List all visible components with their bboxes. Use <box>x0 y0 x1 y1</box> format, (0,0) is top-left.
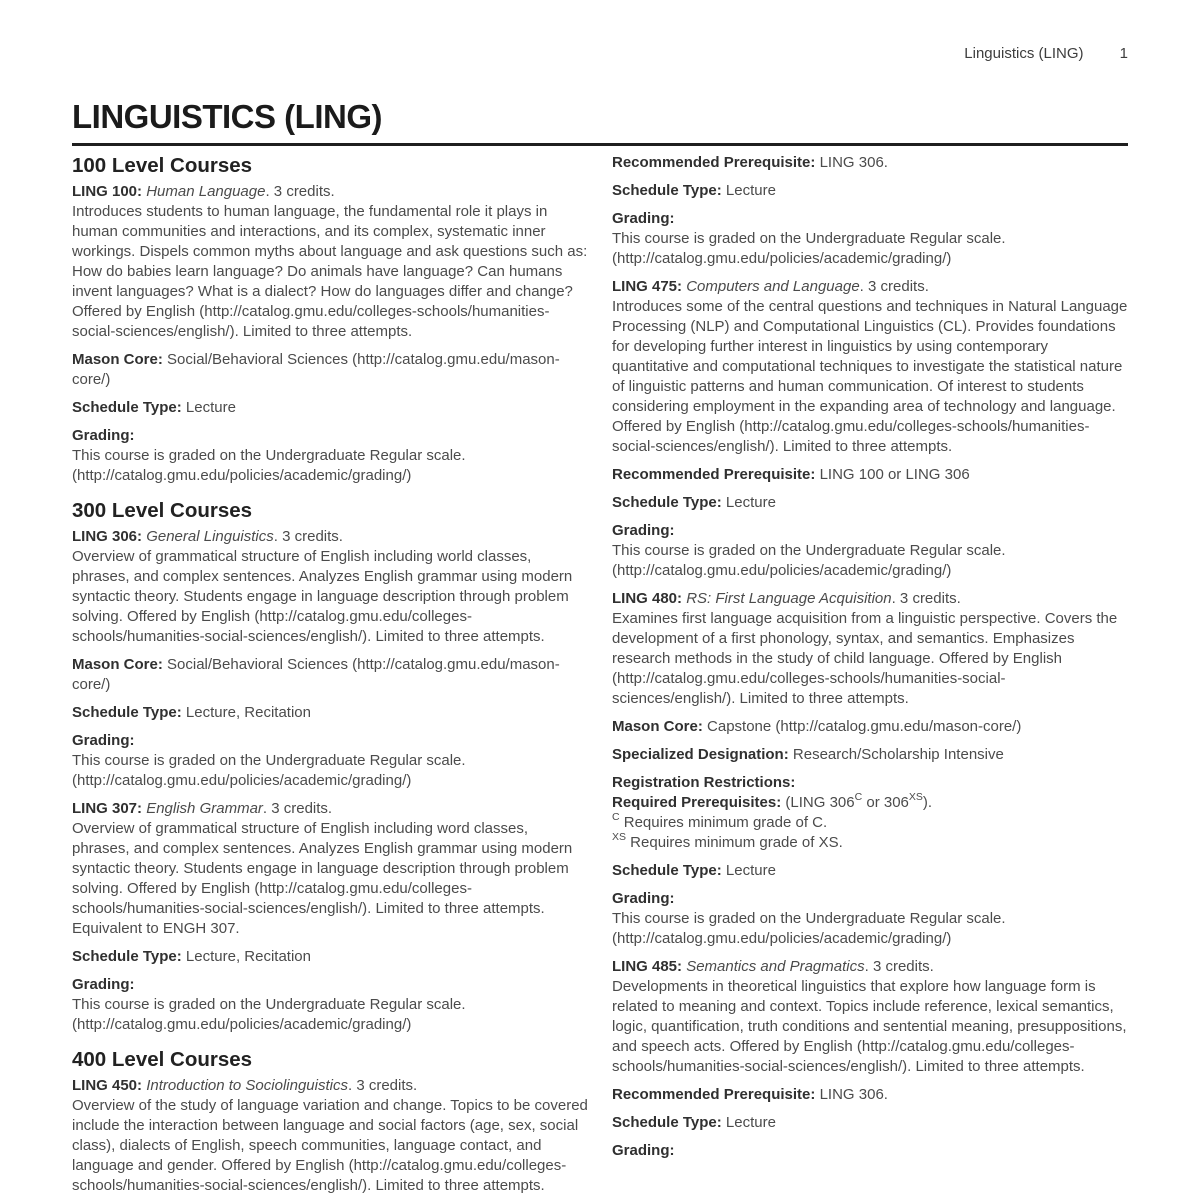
schedule-type-label: Schedule Type: <box>612 1114 722 1131</box>
running-header <box>964 44 1128 64</box>
mason-core-label: Mason Core: <box>612 718 703 735</box>
recommended-prerequisite-row <box>612 465 1128 485</box>
grading-text: This course is graded on the Undergraduate Regular scale. (http://catalog.gmu.edu/policies/academic/grading/) <box>72 447 466 484</box>
recommended-prerequisite-label: Recommended Prerequisite: <box>612 1086 816 1103</box>
course-ling306-head <box>72 527 588 547</box>
registration-restrictions-block <box>612 773 1128 853</box>
schedule-type-label: Schedule Type: <box>72 948 182 965</box>
schedule-type-row <box>72 947 588 967</box>
course-title: RS: First Language Acquisition <box>686 590 892 607</box>
course-ling307-head <box>72 799 588 819</box>
grading-label: Grading: <box>612 210 675 227</box>
grading-text: This course is graded on the Undergraduate Regular scale. (http://catalog.gmu.edu/policies/academic/grading/) <box>612 542 1006 579</box>
course-ling485-description: Developments in theoretical linguistics that explore how language form is related to meaning and context. Topics include reference, lexical semantics, logic, quantification, truth conditions and sentential meaning, presuppositions, and speech acts. Offered by English (http://catalog.gmu.edu/colleges-schools/humanities-social-sciences/english/). Limited to three attempts. <box>612 978 1127 1075</box>
mason-core-row <box>72 350 588 390</box>
course-ling100-head <box>72 182 588 202</box>
course-code: LING 100: <box>72 183 143 200</box>
course-credits: . 3 credits. <box>265 183 335 200</box>
course-ling485-head <box>612 957 1128 977</box>
schedule-type-row <box>72 398 588 418</box>
course-code: LING 475: <box>612 278 683 295</box>
course-code: LING 306: <box>72 528 143 545</box>
schedule-type-value: Lecture <box>725 862 776 879</box>
schedule-type-row <box>72 703 588 723</box>
course-ling475-head <box>612 277 1128 297</box>
required-prerequisites-suffix: ). <box>922 794 933 811</box>
section-heading-100-level: 100 Level Courses <box>72 154 253 177</box>
section-heading-400-level: 400 Level Courses <box>72 1048 253 1071</box>
course-code: LING 307: <box>72 800 143 817</box>
recommended-prerequisite-label: Recommended Prerequisite: <box>612 466 816 483</box>
course-credits: . 3 credits. <box>864 958 934 975</box>
schedule-type-value: Lecture <box>725 494 776 511</box>
course-code: LING 450: <box>72 1077 143 1094</box>
course-ling450-description: Overview of the study of language variation and change. Topics to be covered include the interaction between language and social factors (age, sex, social class), dialects of English, speech communities, language contact, and language and gender. Offered by English (http://catalog.gmu.edu/colleges-schools/humanities-social-sciences/english/). Limited to three attempts. <box>72 1097 588 1194</box>
specialized-designation-row <box>612 745 1128 765</box>
course-ling307-description: Overview of grammatical structure of English including word classes, phrases, and complex sentences. Analyzes English grammar using modern syntactic theory. Students engage in language description through problem solving. Offered by English (http://catalog.gmu.edu/colleges-schools/humanities-social-sciences/english/). Limited to three attempts. Equivalent to ENGH 307. <box>72 820 573 937</box>
registration-restrictions-label: Registration Restrictions: <box>612 774 796 791</box>
course-credits: . 3 credits. <box>347 1077 418 1094</box>
schedule-type-value: Lecture <box>725 182 776 199</box>
schedule-type-value: Lecture, Recitation <box>185 948 311 965</box>
specialized-designation-value: Research/Scholarship Intensive <box>792 746 1004 763</box>
course-ling485 <box>612 957 1128 1077</box>
mason-core-value: Social/Behavioral Sciences (http://catalog.gmu.edu/mason-core/) <box>72 351 560 388</box>
course-ling306-description: Overview of grammatical structure of English including world classes, phrases, and complex sentences. Analyzes English grammar using modern syntactic theory. Students engage in language description through problem solving. Offered by English (http://catalog.gmu.edu/colleges-schools/humanities-social-sciences/english/). Limited to three attempts. <box>72 548 573 645</box>
schedule-type-label: Schedule Type: <box>72 704 182 721</box>
recommended-prerequisite-row <box>612 1085 1128 1105</box>
left-column <box>72 153 588 1196</box>
required-prerequisites-line <box>612 793 1128 813</box>
schedule-type-row <box>612 493 1128 513</box>
mason-core-label: Mason Core: <box>72 351 163 368</box>
course-credits: . 3 credits. <box>273 528 343 545</box>
course-ling480-head <box>612 589 1128 609</box>
recommended-prerequisite-value: LING 306. <box>819 1086 888 1103</box>
grading-text: This course is graded on the Undergraduate Regular scale. (http://catalog.gmu.edu/policies/academic/grading/) <box>612 230 1006 267</box>
page-number: 1 <box>1119 45 1128 62</box>
course-credits: . 3 credits. <box>891 590 961 607</box>
section-heading-300-level: 300 Level Courses <box>72 499 253 522</box>
course-ling307 <box>72 799 588 939</box>
footnote-c <box>612 813 1128 833</box>
recommended-prerequisite-value: LING 306. <box>819 154 888 171</box>
grading-label: Grading: <box>72 427 135 444</box>
superscript-xs: XS <box>908 791 923 803</box>
grading-block <box>72 731 588 791</box>
grading-text: This course is graded on the Undergraduate Regular scale. (http://catalog.gmu.edu/policies/academic/grading/) <box>72 996 466 1033</box>
course-code: LING 480: <box>612 590 683 607</box>
mason-core-value: Social/Behavioral Sciences (http://catalog.gmu.edu/mason-core/) <box>72 656 560 693</box>
course-title: Human Language <box>146 183 266 200</box>
course-ling475-description: Introduces some of the central questions and techniques in Natural Language Processing (NLP) and Computational Linguistics (CL). Provides foundations for developing further interest in linguistics by using contemporary quantitative and computational techniques to investigate the statistical nature of linguistic patterns and human communication. Of interest to students considering employment in the expanding area of technology and language. Offered by English (http://catalog.gmu.edu/colleges-schools/humanities-social-sciences/english/). Limited to three attempts. <box>612 298 1128 455</box>
footnote-c-text: Requires minimum grade of C. <box>619 814 828 831</box>
running-header-title: Linguistics (LING) <box>964 45 1084 62</box>
grading-label: Grading: <box>72 732 135 749</box>
required-prerequisites-label: Required Prerequisites: <box>612 794 782 811</box>
schedule-type-row <box>612 1113 1128 1133</box>
schedule-type-value: Lecture <box>185 399 236 416</box>
superscript-c: C <box>854 791 863 803</box>
grading-text: This course is graded on the Undergraduate Regular scale. (http://catalog.gmu.edu/policies/academic/grading/) <box>72 752 466 789</box>
grading-label: Grading: <box>612 522 675 539</box>
grading-label-row <box>612 1141 1128 1161</box>
course-title: General Linguistics <box>146 528 274 545</box>
recommended-prerequisite-value: LING 100 or LING 306 <box>819 466 970 483</box>
grading-block <box>72 426 588 486</box>
schedule-type-label: Schedule Type: <box>72 399 182 416</box>
mason-core-value: Capstone (http://catalog.gmu.edu/mason-core/) <box>707 718 1022 735</box>
schedule-type-value: Lecture <box>725 1114 776 1131</box>
course-code: LING 485: <box>612 958 683 975</box>
page-title: LINGUISTICS (LING) <box>72 98 1128 146</box>
grading-block <box>612 889 1128 949</box>
title-block <box>72 98 1128 146</box>
grading-block <box>612 209 1128 269</box>
required-prerequisites-mid: or 306 <box>862 794 909 811</box>
course-ling480 <box>612 589 1128 709</box>
two-column-body <box>72 153 1128 1196</box>
mason-core-row <box>612 717 1128 737</box>
superscript-xs: XS <box>612 831 627 843</box>
recommended-prerequisite-label: Recommended Prerequisite: <box>612 154 816 171</box>
grading-label: Grading: <box>72 976 135 993</box>
course-ling306 <box>72 527 588 647</box>
recommended-prerequisite-row <box>612 153 1128 173</box>
schedule-type-label: Schedule Type: <box>612 494 722 511</box>
course-title: Semantics and Pragmatics <box>686 958 865 975</box>
grading-text: This course is graded on the Undergraduate Regular scale. (http://catalog.gmu.edu/policies/academic/grading/) <box>612 910 1006 947</box>
course-ling480-description: Examines first language acquisition from a linguistic perspective. Covers the development of a first phonology, syntax, and semantics. Emphasizes research methods in the study of child language. Offered by English (http://catalog.gmu.edu/colleges-schools/humanities-social-sciences/english/). Limited to three attempts. <box>612 610 1118 707</box>
right-column <box>612 153 1128 1196</box>
course-credits: . 3 credits. <box>859 278 929 295</box>
course-title: English Grammar <box>146 800 263 817</box>
course-ling450-head <box>72 1076 588 1096</box>
schedule-type-value: Lecture, Recitation <box>185 704 311 721</box>
footnote-xs <box>612 833 1128 853</box>
mason-core-row <box>72 655 588 695</box>
course-ling100-description: Introduces students to human language, the fundamental role it plays in human communities and interactions, and its complex, systematic inner workings. Dispels common myths about language and ask questions such as: How do babies learn language? Do animals have language? Can humans invent languages? What is a dialect? How do languages differ and change? Offered by English (http://catalog.gmu.edu/colleges-schools/humanities-social-sciences/english/). Limited to three attempts. <box>72 203 588 340</box>
grading-label: Grading: <box>612 1142 675 1159</box>
grading-label: Grading: <box>612 890 675 907</box>
schedule-type-label: Schedule Type: <box>612 182 722 199</box>
superscript-c: C <box>612 811 620 823</box>
course-title: Introduction to Sociolinguistics <box>146 1077 348 1094</box>
specialized-designation-label: Specialized Designation: <box>612 746 789 763</box>
course-credits: . 3 credits. <box>262 800 333 817</box>
course-ling475 <box>612 277 1128 457</box>
mason-core-label: Mason Core: <box>72 656 163 673</box>
footnote-xs-text: Requires minimum grade of XS. <box>626 834 843 851</box>
course-title: Computers and Language <box>686 278 860 295</box>
grading-block <box>72 975 588 1035</box>
schedule-type-row <box>612 861 1128 881</box>
schedule-type-row <box>612 181 1128 201</box>
grading-block <box>612 521 1128 581</box>
course-ling450 <box>72 1076 588 1196</box>
required-prerequisites-prefix: (LING 306 <box>785 794 855 811</box>
schedule-type-label: Schedule Type: <box>612 862 722 879</box>
course-ling100 <box>72 182 588 342</box>
